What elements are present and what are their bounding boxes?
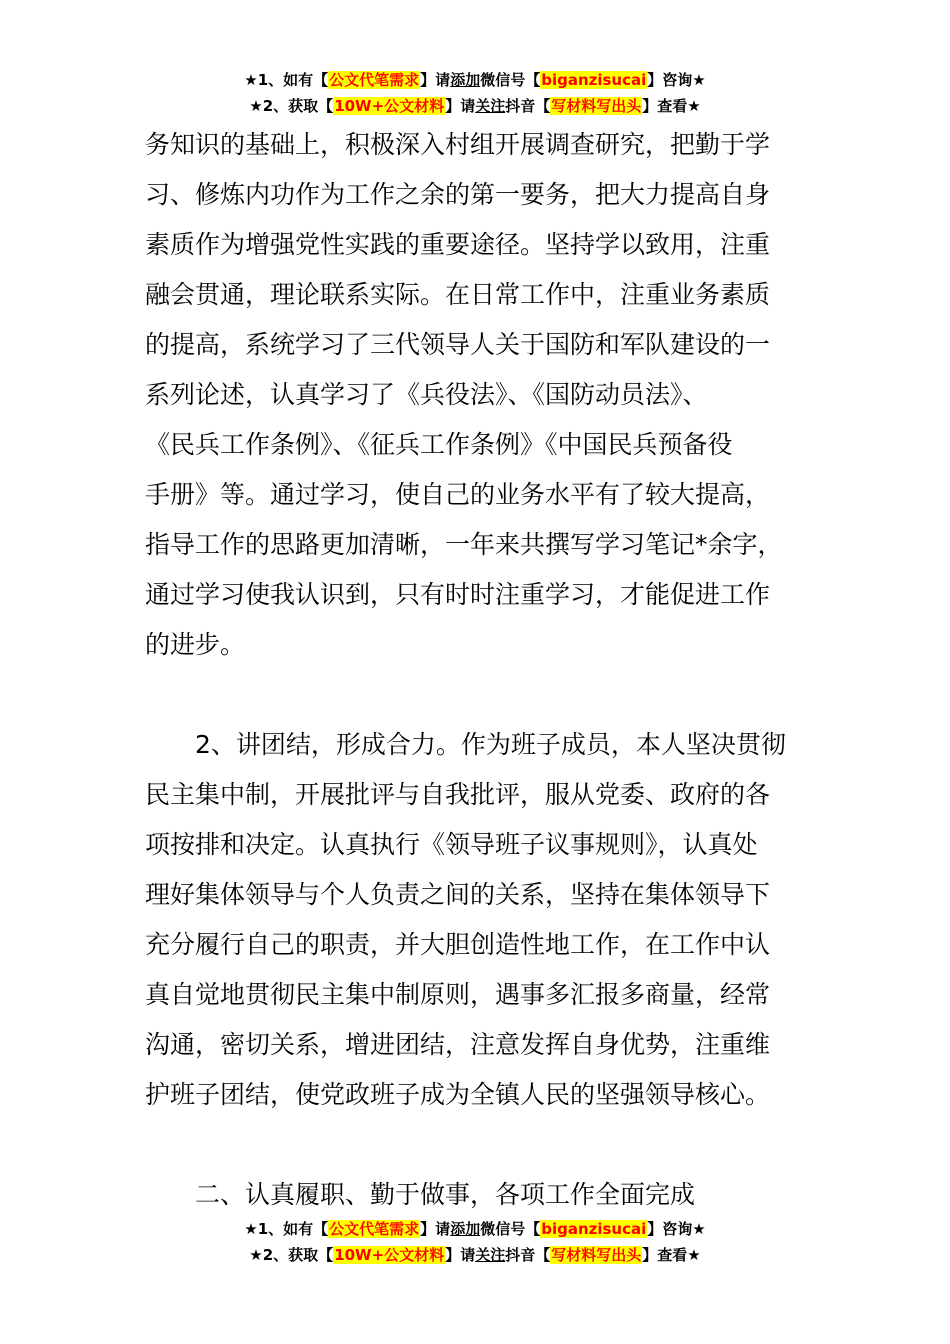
paragraph-gap: [145, 670, 810, 720]
paragraph-1: [145, 120, 810, 670]
text-line: 素质作为增强党性实践的重要途径。坚持学以致用，注重: [145, 230, 771, 259]
bottom-banner: [0, 1216, 950, 1268]
text-line: 真自觉地贯彻民主集中制原则，遇事多汇报多商量，经常: [145, 980, 771, 1009]
text-line: 的进步。: [145, 630, 246, 659]
text-line: 指导工作的思路更加清晰，一年来共撰写学习笔记*余字，: [145, 530, 783, 559]
text-line: 2、讲团结，形成合力。作为班子成员，本人坚决贯彻: [195, 730, 786, 759]
banner-line-1: ★1、如有【公文代笔需求】请添加微信号【biganzisucai】咨询★: [244, 71, 706, 89]
text-line: 民主集中制，开展批评与自我批评，服从党委、政府的各: [145, 780, 771, 809]
text-line: 《民兵工作条例》、《征兵工作条例》《中国民兵预备役: [145, 430, 733, 459]
highlight-wechat-id: biganzisucai: [541, 1220, 647, 1238]
text-line: 通过学习使我认识到，只有时时注重学习，才能促进工作: [145, 580, 771, 609]
highlight-douyin: 写材料写出头: [551, 1246, 642, 1264]
text-line: 习、修炼内功作为工作之余的第一要务，把大力提高自身: [145, 180, 771, 209]
text-line: 项按排和决定。认真执行《领导班子议事规则》，认真处: [145, 830, 758, 859]
banner-line-2: ★2、获取【10W+公文材料】请关注抖音【写材料写出头】查看★: [249, 1246, 701, 1264]
highlight-materials: 10W+公文材料: [334, 97, 445, 115]
top-banner: [0, 67, 950, 119]
text-line: 沟通，密切关系，增进团结，注意发挥自身优势，注重维: [145, 1030, 771, 1059]
section-heading: 二、认真履职、勤于做事，各项工作全面完成: [195, 1180, 696, 1209]
highlight-service: 公文代笔需求: [329, 71, 420, 89]
banner-line-2: ★2、获取【10W+公文材料】请关注抖音【写材料写出头】查看★: [249, 97, 701, 115]
document-body: [145, 120, 810, 1220]
paragraph-2: [145, 720, 810, 1120]
highlight-wechat-id: biganzisucai: [541, 71, 647, 89]
highlight-materials: 10W+公文材料: [334, 1246, 445, 1264]
text-line: 系列论述，认真学习了《兵役法》、《国防动员法》、: [145, 380, 708, 409]
text-line: 融会贯通，理论联系实际。在日常工作中，注重业务素质: [145, 280, 771, 309]
text-line: 手册》等。通过学习，使自己的业务水平有了较大提高，: [145, 480, 771, 509]
text-line: 理好集体领导与个人负责之间的关系，坚持在集体领导下: [145, 880, 771, 909]
highlight-douyin: 写材料写出头: [551, 97, 642, 115]
text-line: 务知识的基础上，积极深入村组开展调查研究，把勤于学: [145, 130, 771, 159]
text-line: 的提高，系统学习了三代领导人关于国防和军队建设的一: [145, 330, 771, 359]
banner-line-1: ★1、如有【公文代笔需求】请添加微信号【biganzisucai】咨询★: [244, 1220, 706, 1238]
paragraph-gap: [145, 1120, 810, 1170]
text-line: 充分履行自己的职责，并大胆创造性地工作，在工作中认: [145, 930, 771, 959]
highlight-service: 公文代笔需求: [329, 1220, 420, 1238]
text-line: 护班子团结，使党政班子成为全镇人民的坚强领导核心。: [145, 1080, 771, 1109]
